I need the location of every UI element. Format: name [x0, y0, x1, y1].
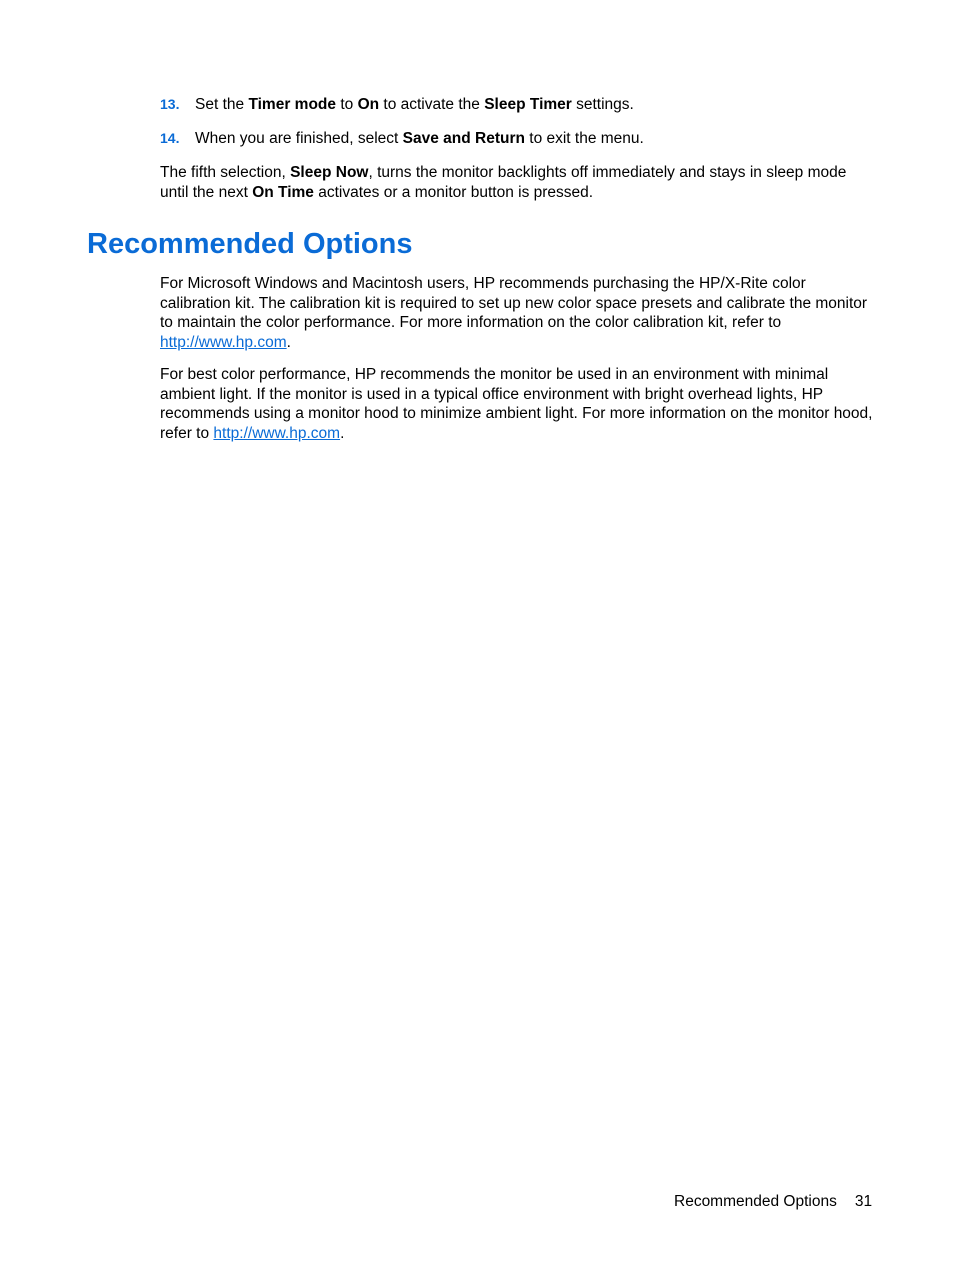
- step-text: When you are finished, select Save and Return to exit the menu.: [195, 130, 644, 147]
- page-footer: [674, 1192, 872, 1212]
- hp-website-link[interactable]: http://www.hp.com: [213, 424, 341, 442]
- step-number: 13.: [160, 96, 180, 112]
- section-heading: Recommended Options: [87, 228, 413, 260]
- calibration-kit-paragraph: For Microsoft Windows and Macintosh users, HP recommends purchasing the HP/X-Rite color calibration kit. The calibration kit is required to set up new color space presets and calibrate the monitor to maintain the color performance. For more information on the color calibration kit, refer to http://www.hp.com.: [160, 275, 868, 351]
- monitor-hood-paragraph: For best color performance, HP recommends the monitor be used in an environment with minimal ambient light. If the monitor is used in a typical office environment with bright overhead lights, HP recommends using a monitor hood to minimize ambient light. For more information on the monitor hood, refer to http://www.hp.com.: [160, 366, 873, 442]
- page-number: 31: [854, 1193, 873, 1210]
- hp-website-link[interactable]: http://www.hp.com: [160, 333, 287, 351]
- footer-section-name: Recommended Options: [674, 1193, 837, 1210]
- step-number: 14.: [160, 130, 180, 146]
- fifth-selection-paragraph: The fifth selection, Sleep Now, turns the monitor backlights off immediately and stays in sleep mode until the next On Time activates or a monitor button is pressed.: [160, 164, 847, 201]
- step-text: Set the Timer mode to On to activate the Sleep Timer settings.: [195, 96, 634, 113]
